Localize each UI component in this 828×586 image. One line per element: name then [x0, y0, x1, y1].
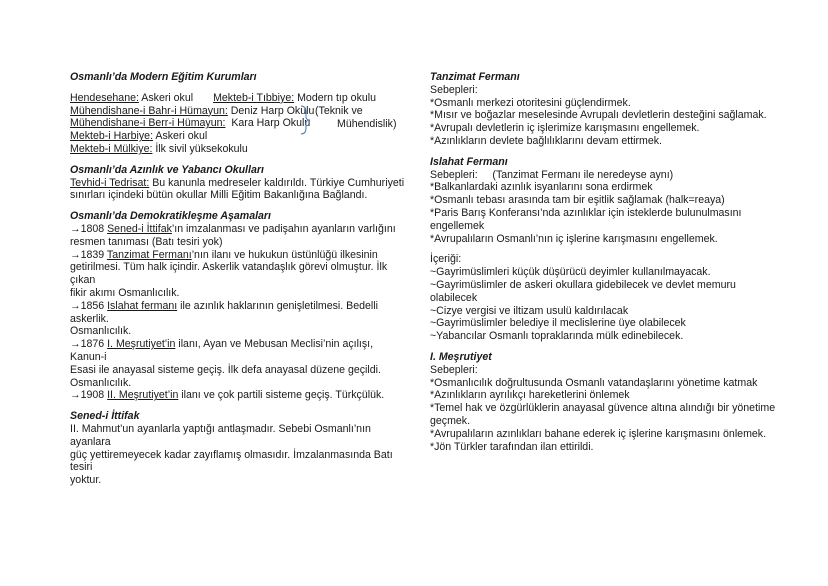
timeline-item-line: Osmanlıcılık. — [70, 325, 132, 338]
list-item: olabilecek — [430, 291, 478, 304]
sub-heading: Sebepleri: (Tanzimat Fermanı ile neredeyse aynı) — [430, 168, 674, 181]
left-column — [70, 71, 405, 487]
term-label: Mekteb-i Mülkiye: — [70, 142, 153, 155]
timeline-item — [70, 338, 405, 364]
term-label: Mekteb-i Harbiye: — [70, 130, 154, 143]
list-item: *Balkanlardaki azınlık isyanlarını sona erdirmek — [430, 181, 653, 194]
timeline-item — [70, 223, 405, 236]
paragraph-text: Bu kanunla medreseler kaldırıldı. Türkiye Cumhuriyeti — [149, 176, 405, 189]
arrow-year: →1856 — [70, 299, 108, 312]
sub-heading: Sebepleri: — [430, 83, 478, 96]
term-value: İlk sivil yüksekokulu — [152, 142, 248, 155]
timeline-item-line: fikir akımı Osmanlıcılık. — [70, 286, 180, 299]
item-text: ’ın imzalanması ve padişahın ayanların varlığını — [171, 222, 396, 235]
sub-heading: İçeriği: — [430, 253, 462, 266]
list-item: *Osmanlıcılık doğrultusunda Osmanlı vatandaşlarını yönetime katmak — [430, 376, 758, 389]
section-title-modern-education: Osmanlı’da Modern Eğitim Kurumları — [70, 71, 257, 83]
list-item: *Osmanlı tebası arasında tam bir eşitlik sağlamak (halk=reaya) — [430, 194, 725, 207]
term-value: Askeri okul — [138, 91, 194, 104]
paragraph-line: güç yettiremeyecek kadar zayıflamış olmasıdır. İmzalanmasında Batı tesiri — [70, 448, 393, 474]
timeline-item-line: resmen tanıması (Batı tesiri yok) — [70, 235, 223, 248]
paragraph-line: yoktur. — [70, 474, 102, 487]
arrow-year: →1908 — [70, 389, 108, 402]
term-value: Kara Harp Okulu — [225, 117, 311, 130]
term-label: Hendesehane: — [70, 91, 139, 104]
list-item: *Avrupalıların Osmanlı’nın iç işlerine karışmasını engellemek. — [430, 232, 718, 245]
section-title-democratization: Osmanlı’da Demokratikleşme Aşamaları — [70, 210, 271, 223]
list-item: *Osmanlı merkezi otoritesini güçlendirmek. — [430, 96, 631, 109]
list-item: *Avrupalıların azınlıkları bahane ederek iç işlerine karışmasını önlemek. — [430, 427, 767, 440]
item-text: ilanı, Ayan ve Mebusan Meclisi’nin açılışı, Kanun-i — [70, 338, 374, 363]
term-link: I. Meşrutiyet’in — [107, 338, 176, 351]
school-row — [70, 92, 405, 105]
section-title-islahat: Islahat Fermanı — [430, 155, 508, 168]
list-item: ~Gayrimüslimler de askeri okullara gidebilecek ve devlet memuru — [430, 278, 736, 291]
list-item: ~Gayrimüslimleri küçük düşürücü deyimler kullanılmayacak. — [430, 266, 711, 279]
term-link: Tanzimat Fermanı — [106, 248, 192, 261]
section-title-minority-schools: Osmanlı’da Azınlık ve Yabancı Okulları — [70, 163, 264, 176]
timeline-item-line: Osmanlıcılık. — [70, 376, 132, 389]
paragraph-line: II. Mahmut’un ayanlarla yaptığı antlaşmadır. Sebebi Osmanlı’nın ayanlara — [70, 422, 371, 448]
list-item: ~Gayrimüslimler belediye il meclislerine üye olabilecek — [430, 317, 686, 330]
list-item: ~Yabancılar Osmanlı topraklarında mülk edinebilecek. — [430, 330, 684, 343]
arrow-year: →1839 — [70, 248, 107, 261]
right-column — [430, 71, 778, 453]
list-item: *Mısır ve boğazlar meselesinde Avrupalı devletlerin desteğini sağlamak. — [430, 109, 767, 122]
timeline-item — [70, 300, 405, 326]
list-item: geçmek. — [430, 414, 471, 427]
item-text: ile azınlık haklarının genişletilmesi. Bedelli askerlik. — [70, 299, 378, 325]
section-title-first-constitutional: I. Meşrutiyet — [430, 350, 492, 363]
list-item: engellemek — [430, 219, 485, 232]
schools-list — [70, 92, 405, 156]
section-title-tanzimat: Tanzimat Fermanı — [430, 71, 520, 83]
term-link: Islahat fermanı — [107, 299, 178, 312]
list-item: *Avrupalı devletlerin iç işlerimize karışmasını engellemek. — [430, 122, 700, 135]
timeline-item-line: getirilmesi. Tüm halk içindir. Askerlik vatandaşlık görevi olmuştur. İlk çıkan — [70, 261, 388, 287]
paragraph-line: sınırları içindeki bütün okullar Milli Eğitim Bakanlığına Bağlandı. — [70, 189, 368, 202]
term-link: Sened-i İttifak — [107, 222, 172, 235]
list-item: *Paris Barış Konferansı’nda azınlıklar için isteklerde bulunulmasını — [430, 206, 742, 219]
school-row — [70, 130, 405, 143]
term-label: Mühendishane-i Berr-i Hümayun: — [70, 117, 226, 130]
list-item: *Temel hak ve özgürlüklerin anayasal güvence altına alındığı bir yönetime — [430, 402, 776, 415]
list-item: *Jön Türkler tarafından ilan ettirildi. — [430, 440, 594, 453]
arrow-year: →1808 — [70, 222, 108, 235]
side-note: Mühendislik) — [337, 117, 397, 130]
item-text: ’nın ilanı ve hukukun üstünlüğü ilkesinin — [191, 248, 378, 261]
term-value: Modern tıp okulu — [294, 91, 377, 104]
school-row — [70, 143, 405, 156]
timeline-item-line: Esasi ile anayasal sisteme geçiş. İlk defa anayasal düzene geçildi. — [70, 363, 381, 376]
sub-heading: Sebepleri: — [430, 363, 478, 376]
section-title-sened-i-ittifak: Sened-i İttifak — [70, 410, 140, 423]
term-link: II. Meşrutiyet’in — [107, 389, 179, 402]
term-label: Mühendishane-i Bahr-i Hümayun: — [70, 104, 228, 117]
term-label: Mekteb-i Tıbbiye: — [213, 91, 295, 104]
side-note: (Teknik ve — [315, 104, 363, 117]
paragraph — [70, 177, 405, 190]
timeline-item — [70, 389, 405, 402]
list-item: *Azınlıkların ayrılıkçı hareketlerini önlemek — [430, 389, 630, 402]
term-value: Askeri okul — [153, 130, 208, 143]
term-value: Deniz Harp Okulu — [227, 104, 315, 117]
list-item: ~Cizye vergisi ve iltizam usulü kaldırılacak — [430, 304, 629, 317]
arrow-year: →1876 — [70, 338, 108, 351]
list-item: *Azınlıkların devlete bağlılıklarını devam ettirmek. — [430, 134, 662, 147]
term-label: Tevhid-i Tedrisat: — [70, 176, 150, 189]
item-text: ilanı ve çok partili sisteme geçiş. Türkçülük. — [178, 389, 385, 402]
timeline-item — [70, 249, 405, 262]
